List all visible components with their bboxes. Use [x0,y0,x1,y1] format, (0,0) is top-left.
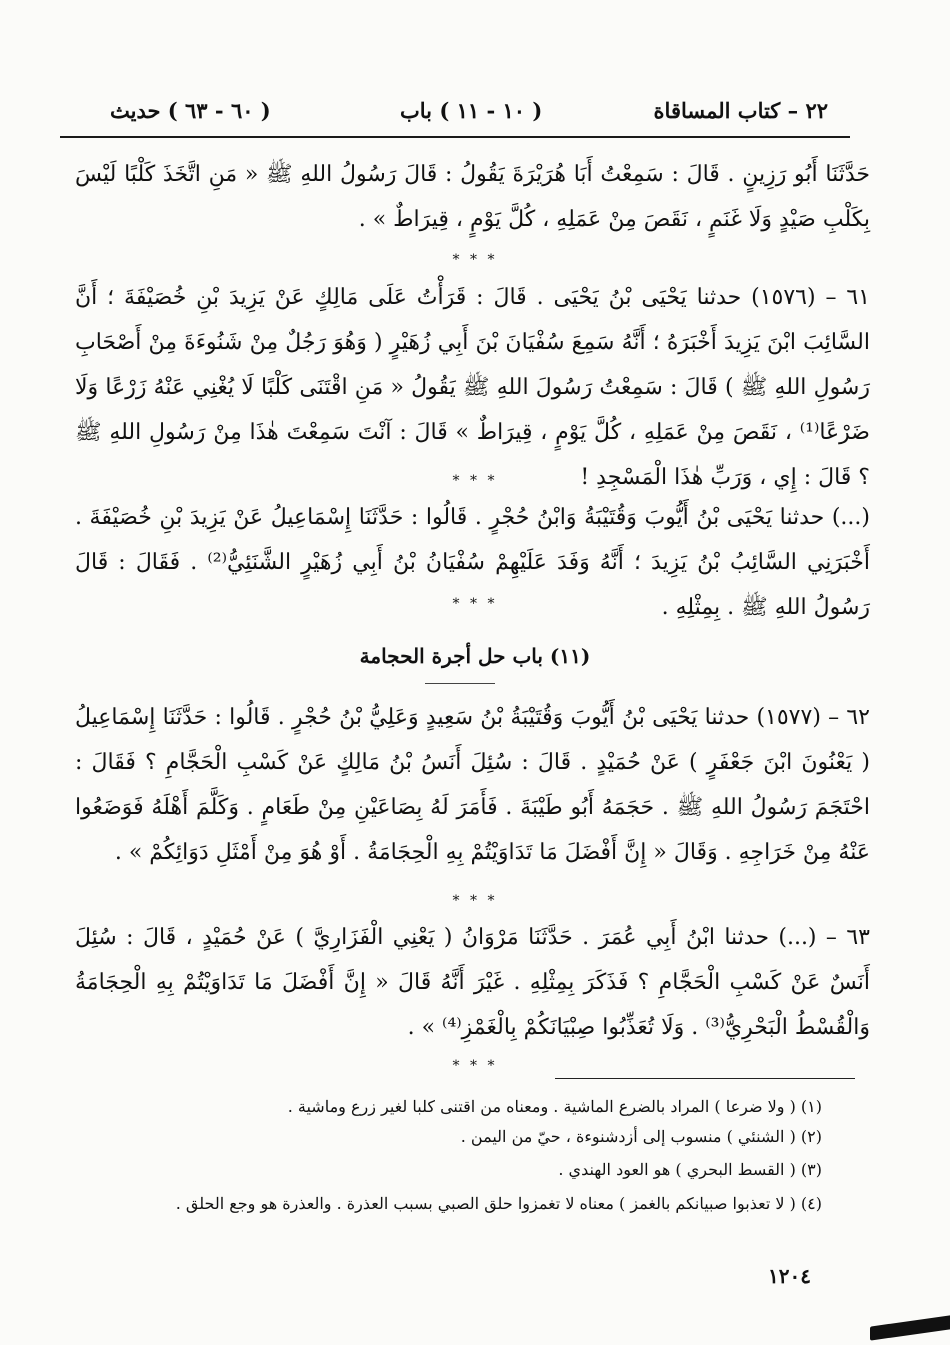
hadith-62: ٦٢ – (١٥٧٧) حدثنا يَحْيَى بْنُ أَيُّوبَ وَقُتَيْبَةُ بْنُ سَعِيدٍ وَعَلِيُّ بْنُ حُجْرٍ . قَالُوا : حَدَّثَنَا إِسْمَاعِيلُ ( يَعْنُونَ ابْنَ جَعْفَرٍ ) عَنْ حُمَيْدٍ . قَالَ : سُئِلَ أَنَسُ بْنُ مَالِكٍ عَنْ كَسْبِ الْحَجَّامِ ؟ فَقَالَ : احْتَجَمَ رَسُولُ اللهِ ﷺ . حَجَمَهُ أَبُو طَيْبَةَ . فَأَمَرَ لَهُ بِصَاعَيْنِ مِنْ طَعَامٍ . وَكَلَّمَ أَهْلَهُ فَوَضَعُوا عَنْهُ مِنْ خَرَاجِهِ . وَقَالَ « إِنَّ أَفْضَلَ مَا تَدَاوَيْتُمْ بِهِ الْحِجَامَةُ . أَوْ هُوَ مِنْ أَمْثَلِ دَوَائِكُمْ » . [75,705,870,865]
footnote-rule [555,1078,855,1079]
page-number: ١٢٠٤ [768,1264,811,1288]
header-rule [60,136,850,138]
separator-stars: * * * [452,1058,498,1074]
running-header [110,98,828,132]
hadith-61-variant: (...) حدثنا يَحْيَى بْنُ أَيُّوبَ وَقُتَيْبَةُ وَابْنُ حُجْرٍ . قَالُوا : حَدَّثَنَا إِسْمَاعِيلُ عَنْ يَزِيدَ بْنِ خُصَيْفَةَ . أَخْبَرَنِي السَّائِبُ بْنُ يَزِيدَ ؛ أَنَّهُ وَفَدَ عَلَيْهِمْ سُفْيَانُ بْنُ أَبِي زُهَيْرٍ الشَّنَئِيُّ⁽²⁾ . فَقَالَ : قَالَ رَسُولُ اللهِ ﷺ . بِمِثْلِهِ . [75,505,870,620]
footnote-3: (٣) ( القسط البحري ) هو العود الهندي . [558,1160,822,1179]
separator-stars: * * * [452,473,498,489]
footnote-2: (٢) ( الشنئي ) منسوب إلى أزدشنوءة ، حيّ من اليمن . [460,1127,822,1146]
header-hadith-range: ( ٦٠ - ٦٣ ) حديث [110,98,271,123]
scan-artifact [870,1315,950,1340]
hadith-61: ٦١ – (١٥٧٦) حدثنا يَحْيَى بْنُ يَحْيَى . قَالَ : قَرَأْتُ عَلَى مَالِكٍ عَنْ يَزِيدَ بْنِ خُصَيْفَةَ ؛ أَنَّ السَّائِبَ ابْنَ يَزِيدَ أَخْبَرَهُ ؛ أَنَّهُ سَمِعَ سُفْيَانَ بْنَ أَبِي زُهَيْرٍ ( وَهُوَ رَجُلٌ مِنْ شَنُوءَةَ مِنْ أَصْحَابِ رَسُولِ اللهِ ﷺ ) قَالَ : سَمِعْتُ رَسُولَ اللهِ ﷺ يَقُولُ « مَنِ اقْتَنَى كَلْبًا لَا يُغْنِي عَنْهُ زَرْعًا وَلَا ضَرْعًا⁽¹⁾ ، نَقَصَ مِنْ عَمَلِهِ ، كُلَّ يَوْمٍ ، قِيرَاطٌ » قَالَ : آنْتَ سَمِعْتَ هٰذَا مِنْ رَسُولِ اللهِ ﷺ ؟ قَالَ : إِي ، وَرَبِّ هٰذَا الْمَسْجِدِ ! [75,285,870,490]
separator-stars: * * * [452,893,498,909]
separator-stars: * * * [452,252,498,268]
header-book-title: ٢٢ – كتاب المساقاة [653,98,828,123]
header-chapter-range: ( ١٠ - ١١ ) باب [400,98,543,123]
separator-stars: * * * [452,596,498,612]
chapter-title-rule [425,683,495,684]
footnote-1: (١) ( ولا ضرعا ) المراد بالضرع الماشية . ومعناه من اقتنى كلبا لغير زرع وماشية . [287,1097,822,1116]
footnote-4: (٤) ( لا تعذبوا صبيانكم بالغمز ) معناه لا تغمزوا حلق الصبي بسبب العذرة . والعذرة هو وجع الحلق . [175,1194,822,1213]
hadith-63: ٦٣ – (...) حدثنا ابْنُ أَبِي عُمَرَ . حَدَّثَنَا مَرْوَانُ ( يَعْنِي الْفَزَارِيَّ ) عَنْ حُمَيْدٍ ، قَالَ : سُئِلَ أَنَسٌ عَنْ كَسْبِ الْحَجَّامِ ؟ فَذَكَرَ بِمِثْلِهِ . غَيْرَ أَنَّهُ قَالَ « إِنَّ أَفْضَلَ مَا تَدَاوَيْتُمْ بِهِ الْحِجَامَةُ وَالْقُسْطُ الْبَحْرِيُّ⁽³⁾ . وَلَا تُعَذِّبُوا صِبْيَانَكُمْ بِالْغَمْزِ⁽⁴⁾ » . [75,925,870,1040]
chapter-title: (١١) باب حل أجرة الحجامة [359,644,591,668]
hadith-continuation: حَدَّثَنَا أَبُو رَزِينٍ . قَالَ : سَمِعْتُ أَبَا هُرَيْرَةَ يَقُولُ : قَالَ رَسُولُ اللهِ ﷺ « مَنِ اتَّخَذَ كَلْبًا لَيْسَ بِكَلْبِ صَيْدٍ وَلَا غَنَمٍ ، نَقَصَ مِنْ عَمَلِهِ ، كُلَّ يَوْمٍ ، قِيرَاطٌ » . [75,162,870,232]
